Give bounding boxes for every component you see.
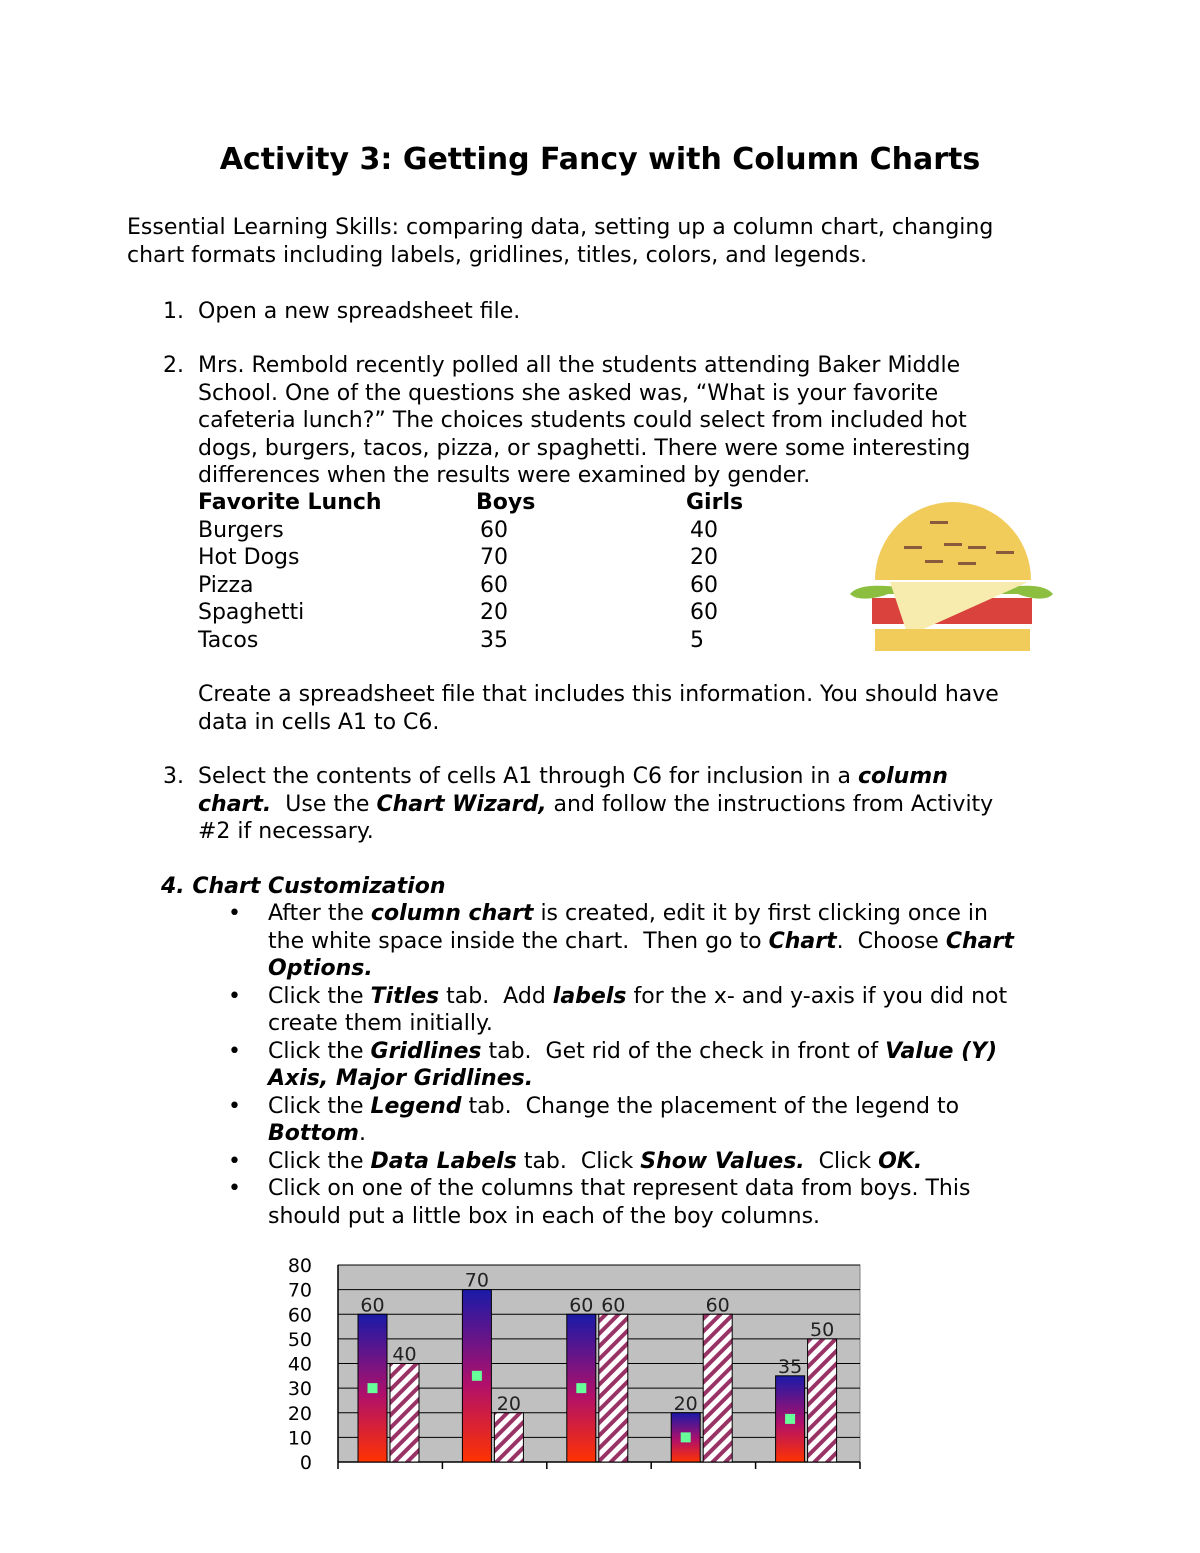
burger-illustration [848,502,1058,654]
page-title: Activity 3: Getting Fancy with Column Charts [219,142,981,177]
burger-bottom-bun [875,629,1030,651]
bullet-6-line-2: should put a little box in each of the boy columns. [268,1203,821,1229]
text-run: and follow the instructions from Activity [546,791,994,817]
step-2-line-2: School. One of the questions she asked was, “What is your favorite [198,380,939,406]
step-3-line-3: #2 if necessary. [198,819,374,844]
emphasis-text: Bottom [268,1121,359,1146]
data-label-girls: 20 [496,1392,521,1415]
emphasis-text: Data Labels [370,1148,517,1174]
step-2-number: 2. [163,353,184,378]
bullet-4-line-1 [268,1093,959,1121]
emphasis-text: Legend [370,1093,462,1119]
text-run: tab. Click [516,1148,641,1174]
bullet-1-line-2 [268,928,1014,956]
y-tick-label: 0 [299,1452,312,1474]
bar-girls [390,1364,419,1463]
y-tick-label: 30 [287,1378,312,1401]
bar-girls [494,1413,523,1462]
text-run: tab. Add [439,983,553,1009]
text-run: tab. Change the placement of the legend to [461,1093,960,1119]
y-tick-label: 60 [287,1304,312,1327]
y-tick-label: 40 [287,1353,312,1376]
table-cell-lunch: Burgers [198,517,284,543]
table-cell-lunch: Hot Dogs [198,545,300,570]
column-chart[interactable] [260,1250,880,1480]
data-label-boys: 35 [778,1355,803,1378]
skills-line-2: chart formats including labels, gridlines, titles, colors, and legends. [127,243,868,268]
bar-selection-marker [472,1371,482,1381]
bar-selection-marker [576,1383,586,1393]
data-label-girls: 60 [601,1294,626,1317]
bullet-dot: • [228,1038,241,1064]
bar-girls [808,1339,837,1462]
data-label-girls: 40 [392,1343,417,1366]
text-run: the white space inside the chart. Then go to [268,928,769,954]
bullet-dot: • [228,901,241,926]
text-run: Select the contents of cells A1 through C6 for inclusion in a [198,764,858,789]
step-3-line-2 [198,791,993,819]
data-label-boys: 60 [569,1294,594,1317]
text-run: is created, edit it by first clicking once in [533,901,988,926]
y-tick-label: 50 [287,1328,312,1351]
bullet-2-line-2: create them initially. [268,1011,493,1036]
table-cell-boys: 35 [480,627,508,653]
y-tick-label: 80 [287,1255,312,1277]
emphasis-chart: chart. [198,791,272,817]
emphasis-text: column chart [370,901,534,926]
data-label-girls: 50 [810,1318,835,1341]
emphasis-text: Chart [945,928,1014,954]
step-1-number: 1. [163,299,184,324]
step-3-number: 3. [163,764,184,789]
emphasis-text: Show Values. [640,1148,805,1174]
table-cell-girls: 60 [690,572,718,598]
bullet-1-line-3: Options. [268,956,373,981]
data-label-boys: 20 [673,1392,698,1415]
bullet-3-line-1 [268,1038,997,1066]
text-run: Click the [268,983,371,1009]
bullet-dot: • [228,1148,241,1174]
bar-selection-marker [681,1432,691,1442]
skills-line-1: Essential Learning Skills: comparing data, setting up a column chart, changing [127,215,994,240]
bullet-3-line-2: Axis, Major Gridlines. [268,1066,534,1091]
bar-girls [703,1314,732,1462]
table-cell-girls: 20 [690,545,718,570]
emphasis-text: labels [552,983,627,1009]
data-label-boys: 70 [464,1269,489,1292]
bullet-4-line-2 [268,1120,366,1148]
y-tick-label: 10 [287,1427,312,1450]
text-run: for the x- and y-axis if you did not [626,983,1008,1009]
step-2-line-5: differences when the results were examined by gender. [198,463,811,488]
table-cell-girls: 40 [690,517,718,543]
bullet-5-line-1 [268,1148,922,1176]
emphasis-text: Value (Y) [885,1038,998,1064]
bar-selection-marker [785,1414,795,1424]
step-2-after-line-2: data in cells A1 to C6. [198,709,440,735]
step-2-line-3: cafeteria lunch?” The choices students could select from included hot [198,408,967,433]
data-label-girls: 60 [705,1294,730,1317]
text-run: Click the [268,1093,371,1119]
table-cell-girls: 5 [690,627,704,653]
step-2-line-4: dogs, burgers, tacos, pizza, or spaghetti. There were some interesting [198,435,971,461]
bullet-dot: • [228,1093,241,1119]
emphasis-text: OK. [878,1148,923,1174]
table-header-boys: Boys [476,490,536,515]
table-cell-lunch: Spaghetti [198,600,305,625]
emphasis-text: Gridlines [370,1038,482,1064]
text-run: Use the [271,791,377,817]
bar-girls [599,1314,628,1462]
text-run: After the [268,901,371,926]
step-2-after-line-1: Create a spreadsheet file that includes this information. You should have [198,682,999,707]
step-3-line-1 [198,763,948,791]
burger-top-bun [875,502,1031,580]
emphasis-text: Chart [768,928,837,954]
table-cell-boys: 60 [480,572,508,598]
text-run: tab. Get rid of the check in front of [481,1038,886,1064]
table-header-lunch: Favorite Lunch [198,490,382,515]
table-cell-boys: 70 [480,545,508,570]
table-cell-boys: 60 [480,517,508,543]
table-cell-girls: 60 [690,600,718,625]
bullet-2-line-1 [268,983,1007,1011]
step-2-line-1: Mrs. Rembold recently polled all the students attending Baker Middle [198,353,961,378]
emphasis-column: column [857,764,948,789]
bullet-1-line-1 [268,900,988,928]
table-cell-lunch: Tacos [198,627,259,653]
emphasis-text: Titles [370,983,440,1009]
bullet-dot: • [228,983,241,1009]
table-cell-boys: 20 [480,600,508,625]
data-label-boys: 60 [360,1294,385,1317]
text-run: Click [804,1148,879,1174]
step-4-heading: 4. Chart Customization [161,874,446,899]
bullet-dot: • [228,1176,241,1201]
text-run: . Choose [836,928,946,954]
text-run: Click the [268,1038,371,1064]
table-header-girls: Girls [686,490,744,515]
text-run: . [358,1121,366,1146]
bullet-6-line-1: Click on one of the columns that represent data from boys. This [268,1176,971,1201]
text-run: Click the [268,1148,371,1174]
y-tick-label: 20 [287,1402,312,1425]
table-cell-lunch: Pizza [198,572,254,598]
emphasis-chart-wizard: Chart Wizard, [376,791,547,817]
step-1-text: Open a new spreadsheet file. [198,299,521,324]
bar-selection-marker [368,1383,378,1393]
y-tick-label: 70 [287,1279,312,1302]
